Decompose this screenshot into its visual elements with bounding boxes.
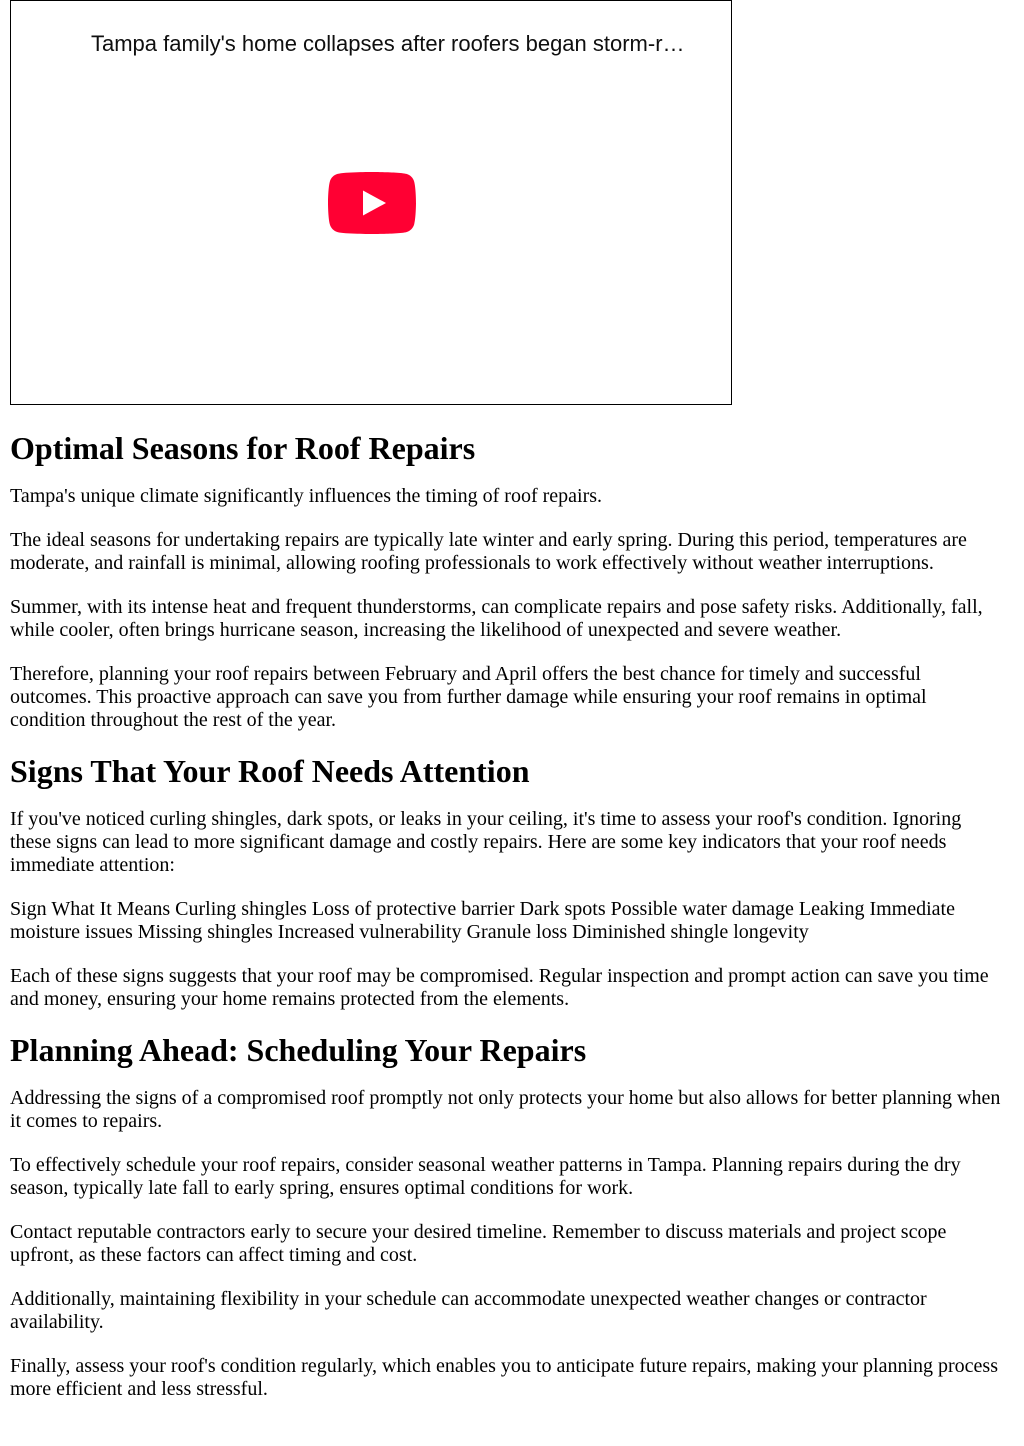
section-heading-signs: Signs That Your Roof Needs Attention	[10, 753, 530, 789]
paragraph: Addressing the signs of a compromised roof promptly not only protects your home but also allows for better planning when it comes to repairs.	[10, 1087, 1001, 1132]
signs-table-text: Sign What It Means Curling shingles Loss of protective barrier Dark spots Possible water damage Leaking Immediate moisture issues Missing shingles Increased vulnerability Granule loss Diminished shingle longevity	[10, 898, 955, 943]
paragraph: Summer, with its intense heat and frequent thunderstorms, can complicate repairs and pose safety risks. Additionally, fall, while cooler, often brings hurricane season, increasing the likelihood of unexpected and severe weather.	[10, 596, 983, 641]
video-title[interactable]: Tampa family's home collapses after roofers began storm-r…	[91, 31, 685, 56]
paragraph: The ideal seasons for undertaking repairs are typically late winter and early spring. During this period, temperatures are moderate, and rainfall is minimal, allowing roofing professionals to work effectively without weather interruptions.	[10, 529, 967, 574]
paragraph: Additionally, maintaining flexibility in your schedule can accommodate unexpected weather changes or contractor availability.	[10, 1288, 927, 1333]
embedded-video[interactable]	[10, 0, 732, 405]
paragraph: Each of these signs suggests that your roof may be compromised. Regular inspection and prompt action can save you time and money, ensuring your home remains protected from the elements.	[10, 965, 989, 1010]
youtube-play-icon[interactable]	[328, 172, 416, 234]
paragraph: Finally, assess your roof's condition regularly, which enables you to anticipate future repairs, making your planning process more efficient and less stressful.	[10, 1355, 998, 1400]
section-heading-optimal-seasons: Optimal Seasons for Roof Repairs	[10, 430, 476, 466]
paragraph: Contact reputable contractors early to secure your desired timeline. Remember to discuss materials and project scope upfront, as these factors can affect timing and cost.	[10, 1221, 947, 1266]
section-heading-planning: Planning Ahead: Scheduling Your Repairs	[10, 1032, 587, 1068]
paragraph: Tampa's unique climate significantly influences the timing of roof repairs.	[10, 485, 603, 507]
article	[10, 0, 1006, 1401]
paragraph: Therefore, planning your roof repairs between February and April offers the best chance for timely and successful outcomes. This proactive approach can save you from further damage while ensuring your roof remains in optimal condition throughout the rest of the year.	[10, 663, 927, 731]
paragraph: If you've noticed curling shingles, dark spots, or leaks in your ceiling, it's time to assess your roof's condition. Ignoring these signs can lead to more significant damage and costly repairs. Here are some key indicators that your roof needs immediate attention:	[10, 808, 962, 876]
paragraph: To effectively schedule your roof repairs, consider seasonal weather patterns in Tampa. Planning repairs during the dry season, typically late fall to early spring, ensures optimal conditions for work.	[10, 1154, 961, 1199]
